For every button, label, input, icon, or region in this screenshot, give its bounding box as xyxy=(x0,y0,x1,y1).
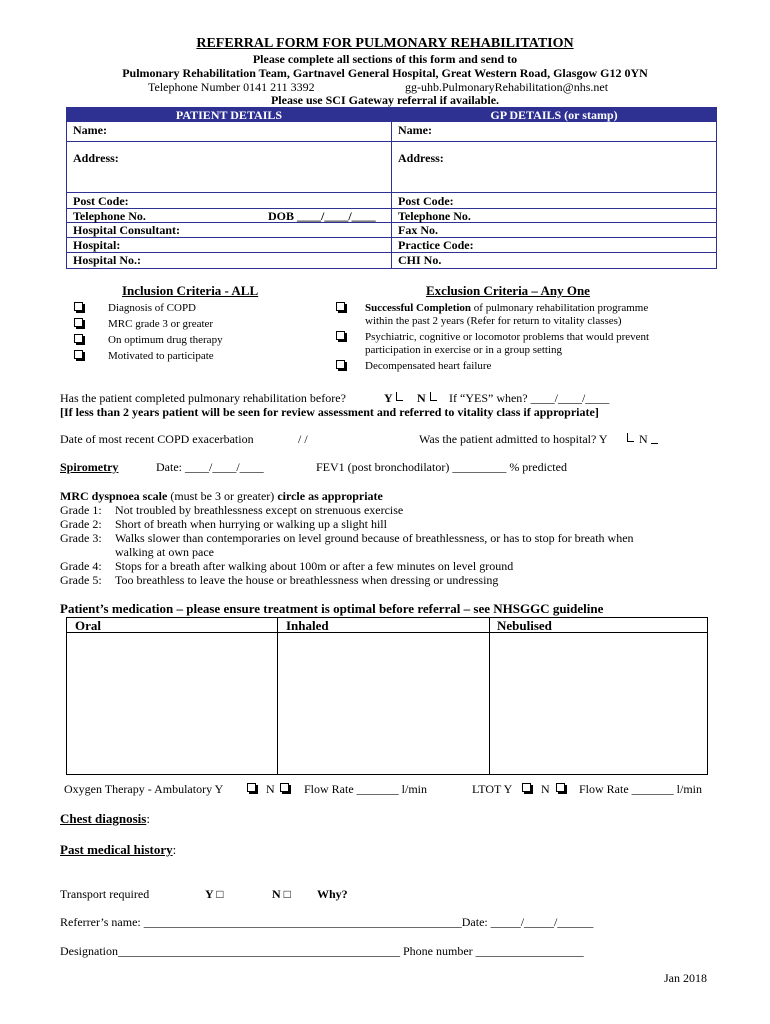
designation-line[interactable]: Designation_______________________________________________ Phone number __________________ xyxy=(60,944,584,958)
admitted-question: Was the patient admitted to hospital? Y xyxy=(419,432,608,446)
nebulised-medication-field[interactable] xyxy=(490,633,707,774)
oxygen-flow-rate[interactable]: Flow Rate _______ l/min xyxy=(304,782,427,796)
gp-telephone-label[interactable]: Telephone No. xyxy=(398,209,471,223)
inclusion-checkbox-drug[interactable] xyxy=(74,334,83,343)
hospital-number-label[interactable]: Hospital No.: xyxy=(73,253,142,267)
inclusion-item: Diagnosis of COPD xyxy=(108,302,197,314)
gp-name-label[interactable]: Name: xyxy=(398,123,432,137)
medication-column-oral: Oral xyxy=(75,618,101,633)
exclusion-item-cont: participation in exercise or in a group setting xyxy=(365,344,563,356)
exacerbation-date-label: Date of most recent COPD exacerbation xyxy=(60,432,254,446)
exclusion-checkbox-heart-failure[interactable] xyxy=(336,360,345,369)
mrc-title xyxy=(60,489,383,504)
hospital-label[interactable]: Hospital: xyxy=(73,238,121,252)
exclusion-item: Psychiatric, cognitive or locomotor problems that would prevent xyxy=(365,331,650,343)
patient-name-label[interactable]: Name: xyxy=(73,123,107,137)
mrc-grade-label[interactable]: Grade 4: xyxy=(60,559,102,573)
inclusion-item: On optimum drug therapy xyxy=(108,334,223,346)
exclusion-checkbox-psychiatric[interactable] xyxy=(336,331,345,340)
fev1-field[interactable]: FEV1 (post bronchodilator) _________ % predicted xyxy=(316,460,567,474)
practice-code-label[interactable]: Practice Code: xyxy=(398,238,474,252)
exclusion-item-bold: Successful Completion xyxy=(365,302,472,314)
gp-fax-label[interactable]: Fax No. xyxy=(398,223,438,237)
transport-label: Transport required xyxy=(60,887,150,901)
admitted-no-box[interactable] xyxy=(651,443,658,444)
inhaled-medication-field[interactable] xyxy=(278,633,488,774)
oxygen-ambulatory-no-label: N xyxy=(266,782,275,796)
spirometry-label: Spirometry xyxy=(60,460,119,474)
email-line: gg-uhb.PulmonaryRehabilitation@nhs.net xyxy=(405,80,609,94)
hospital-consultant-label[interactable]: Hospital Consultant: xyxy=(73,223,181,237)
table-rule xyxy=(66,208,717,209)
patient-dob-label[interactable]: DOB ____/____/____ xyxy=(268,209,376,223)
admitted-no[interactable]: N xyxy=(639,432,648,446)
chest-diagnosis-colon: : xyxy=(146,811,150,826)
mrc-grade-text-cont[interactable]: walking at own pace xyxy=(115,545,214,559)
past-medical-history-colon: : xyxy=(172,842,177,857)
exacerbation-date-field[interactable]: / / xyxy=(298,432,308,446)
mrc-title-mid: (must be 3 or greater) xyxy=(167,489,278,503)
mrc-grade-text[interactable]: Too breathless to leave the house or breathlessness when dressing or undressing xyxy=(115,573,499,587)
previous-rehab-no-box[interactable] xyxy=(430,392,437,401)
transport-yes[interactable]: Y □ xyxy=(205,887,224,901)
previous-rehab-question: Has the patient completed pulmonary rehabilitation before? xyxy=(60,391,346,405)
gp-details-header: GP DETAILS (or stamp) xyxy=(392,108,716,122)
patient-details-header: PATIENT DETAILS xyxy=(67,108,391,122)
previous-rehab-when[interactable]: If “YES” when? ____/____/____ xyxy=(449,391,610,405)
inclusion-checkbox-mrc[interactable] xyxy=(74,318,83,327)
address-line: Pulmonary Rehabilitation Team, Gartnavel General Hospital, Great Western Road, Glasgow G12 0YN xyxy=(122,66,648,80)
exclusion-criteria-title: Exclusion Criteria – Any One xyxy=(426,283,590,298)
oxygen-ambulatory-label: Oxygen Therapy - Ambulatory Y xyxy=(64,782,224,796)
medication-column-nebulised: Nebulised xyxy=(497,618,552,633)
chest-diagnosis[interactable] xyxy=(60,811,150,827)
mrc-grade-text[interactable]: Walks slower than contemporaries on level ground because of breathlessness, or has to stop for breath when xyxy=(115,531,634,545)
medication-column-inhaled: Inhaled xyxy=(286,618,329,633)
chi-number-label[interactable]: CHI No. xyxy=(398,253,442,267)
mrc-grade-label[interactable]: Grade 2: xyxy=(60,517,102,531)
exclusion-item-cont: within the past 2 years (Refer for return to vitality classes) xyxy=(365,315,622,327)
inclusion-checkbox-copd[interactable] xyxy=(74,302,83,311)
spirometry-date[interactable]: Date: ____/____/____ xyxy=(156,460,264,474)
past-medical-history[interactable] xyxy=(60,842,176,858)
exclusion-item: Decompensated heart failure xyxy=(365,360,492,372)
gateway-line: Please use SCI Gateway referral if available. xyxy=(270,93,500,107)
inclusion-item: Motivated to participate xyxy=(108,350,214,362)
ltot-no-checkbox[interactable] xyxy=(556,783,565,792)
mrc-grade-label[interactable]: Grade 1: xyxy=(60,503,102,517)
inclusion-criteria-title: Inclusion Criteria - ALL xyxy=(122,283,259,298)
exclusion-checkbox-completion[interactable] xyxy=(336,302,345,311)
patient-telephone-label[interactable]: Telephone No. xyxy=(73,209,146,223)
mrc-grade-label[interactable]: Grade 5: xyxy=(60,573,102,587)
form-title: REFERRAL FORM FOR PULMONARY REHABILITATION xyxy=(196,36,574,51)
previous-rehab-no[interactable]: N xyxy=(417,391,426,405)
telephone-line: Telephone Number 0141 211 3392 xyxy=(148,80,315,94)
inclusion-item: MRC grade 3 or greater xyxy=(108,318,214,330)
inclusion-checkbox-motivated[interactable] xyxy=(74,350,83,359)
ltot-yes-checkbox[interactable] xyxy=(522,783,531,792)
gp-postcode-label[interactable]: Post Code: xyxy=(398,194,454,208)
oral-medication-field[interactable] xyxy=(67,633,276,774)
ltot-flow-rate[interactable]: Flow Rate _______ l/min xyxy=(579,782,702,796)
chest-diagnosis-label: Chest diagnosis xyxy=(60,811,147,826)
mrc-grade-text[interactable]: Not troubled by breathlessness except on strenuous exercise xyxy=(115,503,404,517)
medication-title: Patient’s medication – please ensure treatment is optimal before referral – see NHSGGC guideline xyxy=(60,601,604,616)
table-rule xyxy=(66,192,717,193)
previous-rehab-yes-box[interactable] xyxy=(396,392,403,401)
ltot-no-label: N xyxy=(541,782,550,796)
past-medical-history-label: Past medical history xyxy=(60,842,173,857)
mrc-title-bold: MRC dyspnoea scale xyxy=(60,489,168,503)
gp-address-label[interactable]: Address: xyxy=(398,151,444,165)
table-divider xyxy=(391,107,392,269)
footer-date: Jan 2018 xyxy=(664,971,707,985)
ltot-label: LTOT Y xyxy=(472,782,513,796)
table-rule xyxy=(66,252,717,253)
referrer-name-line[interactable]: Referrer’s name: _____________________________________________________Date: _____/_____/______ xyxy=(60,915,594,929)
table-rule xyxy=(66,141,717,142)
mrc-grade-label[interactable]: Grade 3: xyxy=(60,531,102,545)
instructions-line: Please complete all sections of this form and send to xyxy=(252,52,518,66)
patient-postcode-label[interactable]: Post Code: xyxy=(73,194,129,208)
oxygen-ambulatory-no-checkbox[interactable] xyxy=(280,783,289,792)
patient-address-label[interactable]: Address: xyxy=(73,151,119,165)
exclusion-item xyxy=(365,302,648,314)
previous-rehab-yes[interactable]: Y xyxy=(384,391,393,405)
previous-rehab-note: [If less than 2 years patient will be seen for review assessment and referred to vitality class if appropriate] xyxy=(60,405,599,419)
mrc-grade-text[interactable]: Short of breath when hurrying or walking up a slight hill xyxy=(115,517,387,531)
transport-no[interactable]: N □ xyxy=(272,887,291,901)
transport-why[interactable]: Why? xyxy=(317,887,348,901)
admitted-yes-box[interactable] xyxy=(627,433,634,442)
exclusion-item-text: of pulmonary rehabilitation programme xyxy=(471,302,649,314)
oxygen-ambulatory-yes-checkbox[interactable] xyxy=(247,783,256,792)
mrc-grade-text[interactable]: Stops for a breath after walking about 100m or after a few minutes on level ground xyxy=(115,559,514,573)
mrc-title-end: circle as appropriate xyxy=(277,489,383,503)
